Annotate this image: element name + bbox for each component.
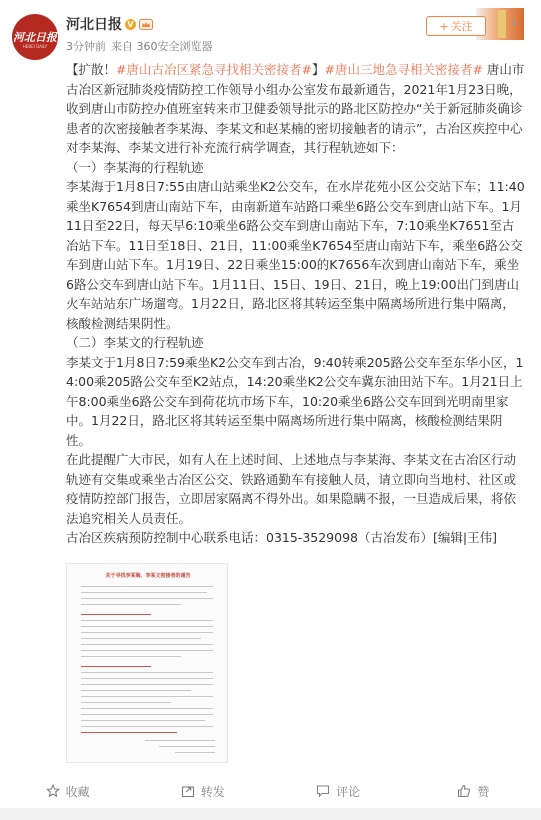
image-text-line bbox=[81, 650, 213, 651]
decoration-bar bbox=[498, 10, 506, 38]
image-text-line bbox=[81, 666, 151, 667]
image-text-line bbox=[81, 620, 213, 621]
post-text-segment: 唐山市古冶区新冠肺炎疫情防控工作领导小组办公室发布最新通告，2021年1月23日晚，收到唐山市防控办值班室转来市卫健委领导批示的路北区防控办“关于新冠肺炎确诊患者的次密接触者李某海、李某文和赵某楠的密切接触者的请示”，古冶区疾控中心对李某海、李某文进行补充流行病学调查，其行程轨迹如下： bbox=[66, 62, 525, 155]
image-text-line bbox=[145, 740, 215, 741]
verified-icon: V bbox=[125, 19, 136, 30]
post-image[interactable] bbox=[66, 563, 228, 763]
image-title: 关于寻找李某海、李某文密接者的通告 bbox=[105, 573, 191, 579]
post-time[interactable]: 3分钟前 bbox=[66, 40, 106, 53]
member-crown-icon bbox=[139, 19, 153, 30]
post-text-segment: 在此提醒广大市民，如有人在上述时间、上述地点与李某海、李某文在古冶区行动轨迹有交集或乘坐古冶区公交、铁路通勤车有接触人员，请立即向当地村、社区或疫情防控部门报告，立即居家隔离不得外出。如果隐瞒不报，一旦造成后果，将依法追究相关人员责任。 bbox=[66, 452, 517, 526]
post-text-segment: 【扩散！ bbox=[66, 62, 117, 77]
comment-icon bbox=[316, 784, 330, 798]
avatar-logo-subtext: HEBEI DAILY bbox=[22, 44, 48, 49]
follow-button[interactable] bbox=[426, 16, 486, 36]
chevron-down-icon[interactable]: ∨ bbox=[511, 18, 519, 29]
image-text-line bbox=[81, 614, 151, 615]
post-paragraph bbox=[66, 177, 526, 333]
favorite-button[interactable] bbox=[0, 778, 135, 804]
comment-label: 评论 bbox=[336, 784, 361, 799]
topic-link[interactable]: #唐山古冶区紧急寻找相关密接者# bbox=[116, 62, 312, 77]
post-paragraph bbox=[66, 353, 526, 451]
image-text-line bbox=[81, 678, 213, 679]
image-text-line bbox=[81, 726, 213, 727]
image-text-line bbox=[81, 638, 201, 639]
author-name-row bbox=[66, 14, 153, 34]
image-text-line bbox=[81, 720, 205, 721]
post-text-segment: （一）李某海的行程轨迹 bbox=[66, 159, 204, 175]
post-text-segment: （二）李某文的行程轨迹 bbox=[66, 335, 204, 350]
avatar-logo-text: 河北日报 bbox=[13, 31, 57, 44]
star-icon bbox=[46, 784, 60, 798]
image-text-line bbox=[81, 732, 177, 733]
post-paragraph bbox=[66, 60, 526, 158]
image-text-line bbox=[81, 604, 181, 605]
image-text-line bbox=[81, 626, 213, 627]
like-icon bbox=[457, 784, 471, 798]
image-text-line bbox=[81, 714, 213, 715]
image-text-line bbox=[81, 632, 213, 633]
image-text-line bbox=[81, 696, 213, 697]
post-text bbox=[66, 60, 526, 548]
post-source: 来自 360安全浏览器 bbox=[111, 40, 213, 53]
repost-button[interactable] bbox=[135, 778, 270, 804]
image-text-line bbox=[175, 752, 215, 753]
image-text-line bbox=[159, 746, 215, 747]
post-paragraph bbox=[66, 158, 526, 178]
comment-button[interactable] bbox=[271, 778, 406, 804]
favorite-label: 收藏 bbox=[65, 784, 90, 799]
post-text-segment: 李某海于1月8日7:55由唐山站乘坐K2公交车，在水岸花苑小区公交站下车；11:40乘坐K7654到唐山南站下车，由南新道车站路口乘坐6路公交车到唐山站下车。1月11日至22日，每天早6:10乘坐6路公交车到唐山南站下车，7:10乘坐K7651至古冶站下车。11日至18日、21日，11:00乘坐K7654至唐山南站下车，乘坐6路公交车到唐山站下车。1月19日、22日乘坐15:00的K7656车次到唐山南站下车，乘坐6路公交车到唐山站下车。1月11日、15日、19日、21日，晚上19:00出门到唐山火车站站东广场遛弯。1月22日，路北区将其转运至集中隔离场所进行集中隔离，核酸检测结果阴性。 bbox=[66, 179, 525, 331]
image-text-line bbox=[81, 592, 207, 593]
image-text-line bbox=[81, 672, 213, 673]
like-label: 赞 bbox=[477, 784, 490, 799]
topic-link[interactable]: #唐山三地急寻相关密接者# bbox=[324, 62, 483, 77]
plus-icon: + bbox=[439, 19, 449, 33]
image-text-line bbox=[81, 586, 213, 587]
post-text-segment: 李某文于1月8日7:59乘坐K2公交车到古冶，9:40转乘205路公交车至东华小区，14:00乘205路公交车至K2站点，14:20乘坐K2公交车冀东油田站下车。1月21日上午8:00乘坐6路公交车到荷花坑市场下车，10:20乘坐6路公交车回到光明南里家中。1月22日，路北区将其转运至集中隔离场所进行集中隔离，核酸检测结果阴性。 bbox=[66, 354, 524, 448]
share-icon bbox=[181, 784, 195, 798]
repost-label: 转发 bbox=[200, 784, 225, 799]
author-name[interactable]: 河北日报 bbox=[66, 17, 122, 33]
post-paragraph bbox=[66, 333, 526, 353]
image-text-line bbox=[81, 644, 213, 645]
post-paragraph bbox=[66, 450, 526, 528]
post-meta bbox=[66, 38, 213, 54]
image-text-line bbox=[81, 598, 213, 599]
card-divider bbox=[0, 808, 541, 820]
post-text-segment: 】 bbox=[311, 62, 325, 77]
image-text-line bbox=[81, 708, 213, 709]
like-button[interactable] bbox=[406, 778, 541, 804]
follow-label: 关注 bbox=[450, 20, 473, 33]
image-text-line bbox=[81, 684, 213, 685]
image-text-line bbox=[81, 656, 181, 657]
post-text-segment: 古冶区疾病预防控制中心联系电话：0315-3529098（古冶发布）[编辑|王伟] bbox=[66, 530, 497, 545]
post-paragraph bbox=[66, 528, 526, 548]
avatar[interactable] bbox=[12, 14, 58, 60]
image-text-line bbox=[81, 690, 191, 691]
action-bar bbox=[0, 778, 541, 804]
image-text-line bbox=[81, 702, 171, 703]
